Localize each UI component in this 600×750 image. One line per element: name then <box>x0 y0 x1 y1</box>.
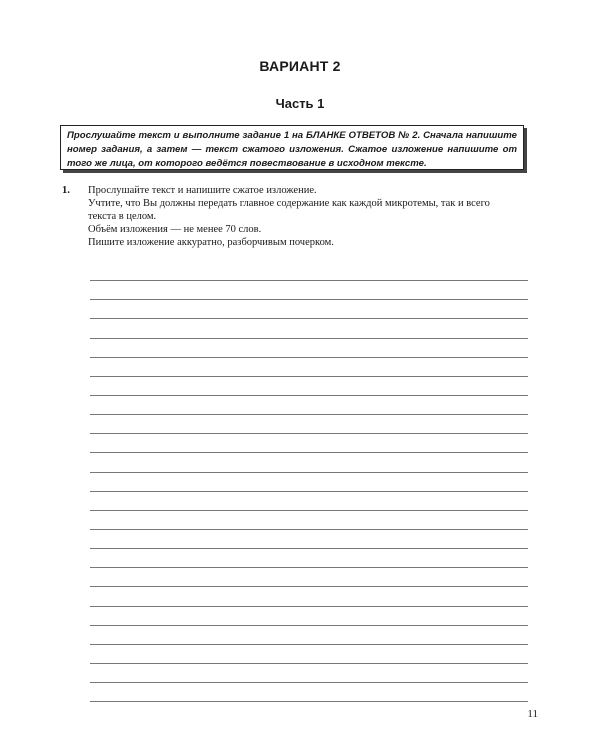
task-line: Учтите, что Вы должны передать главное содержание как каждой микротемы, так и всего <box>88 198 490 209</box>
answer-line[interactable] <box>90 434 528 453</box>
answer-line[interactable] <box>90 339 528 358</box>
answer-line[interactable] <box>90 262 528 281</box>
answer-writing-area[interactable] <box>90 262 528 702</box>
answer-line[interactable] <box>90 607 528 626</box>
answer-line[interactable] <box>90 664 528 683</box>
answer-line[interactable] <box>90 300 528 319</box>
answer-line[interactable] <box>90 587 528 606</box>
answer-line[interactable] <box>90 549 528 568</box>
answer-line[interactable] <box>90 281 528 300</box>
answer-line[interactable] <box>90 511 528 530</box>
task-line: Объём изложения — не менее 70 слов. <box>88 224 262 235</box>
answer-line[interactable] <box>90 396 528 415</box>
instruction-text: Прослушайте текст и выполните задание 1 на БЛАНКЕ ОТВЕТОВ № 2. Сначала напишите номер задания, а затем — текст сжатого изложения. Сжатое изложение напишите от того же лица, от которого ведётся повествование в исходном тексте. <box>67 130 517 169</box>
task-line: Прослушайте текст и напишите сжатое изложение. <box>88 185 317 196</box>
answer-line[interactable] <box>90 492 528 511</box>
answer-line[interactable] <box>90 568 528 587</box>
task-body <box>88 184 532 249</box>
answer-line[interactable] <box>90 319 528 338</box>
task-line: Пишите изложение аккуратно, разборчивым почерком. <box>88 237 334 248</box>
answer-line[interactable] <box>90 683 528 702</box>
instruction-box <box>60 125 524 170</box>
answer-line[interactable] <box>90 530 528 549</box>
answer-line[interactable] <box>90 377 528 396</box>
part-title: Часть 1 <box>275 96 325 111</box>
answer-line[interactable] <box>90 473 528 492</box>
answer-line[interactable] <box>90 453 528 472</box>
page-number: 11 <box>527 708 538 720</box>
task-number: 1. <box>62 185 70 196</box>
answer-line[interactable] <box>90 358 528 377</box>
variant-title: ВАРИАНТ 2 <box>259 58 341 74</box>
answer-line[interactable] <box>90 645 528 664</box>
answer-line[interactable] <box>90 415 528 434</box>
task-line: текста в целом. <box>88 211 157 222</box>
answer-line[interactable] <box>90 626 528 645</box>
